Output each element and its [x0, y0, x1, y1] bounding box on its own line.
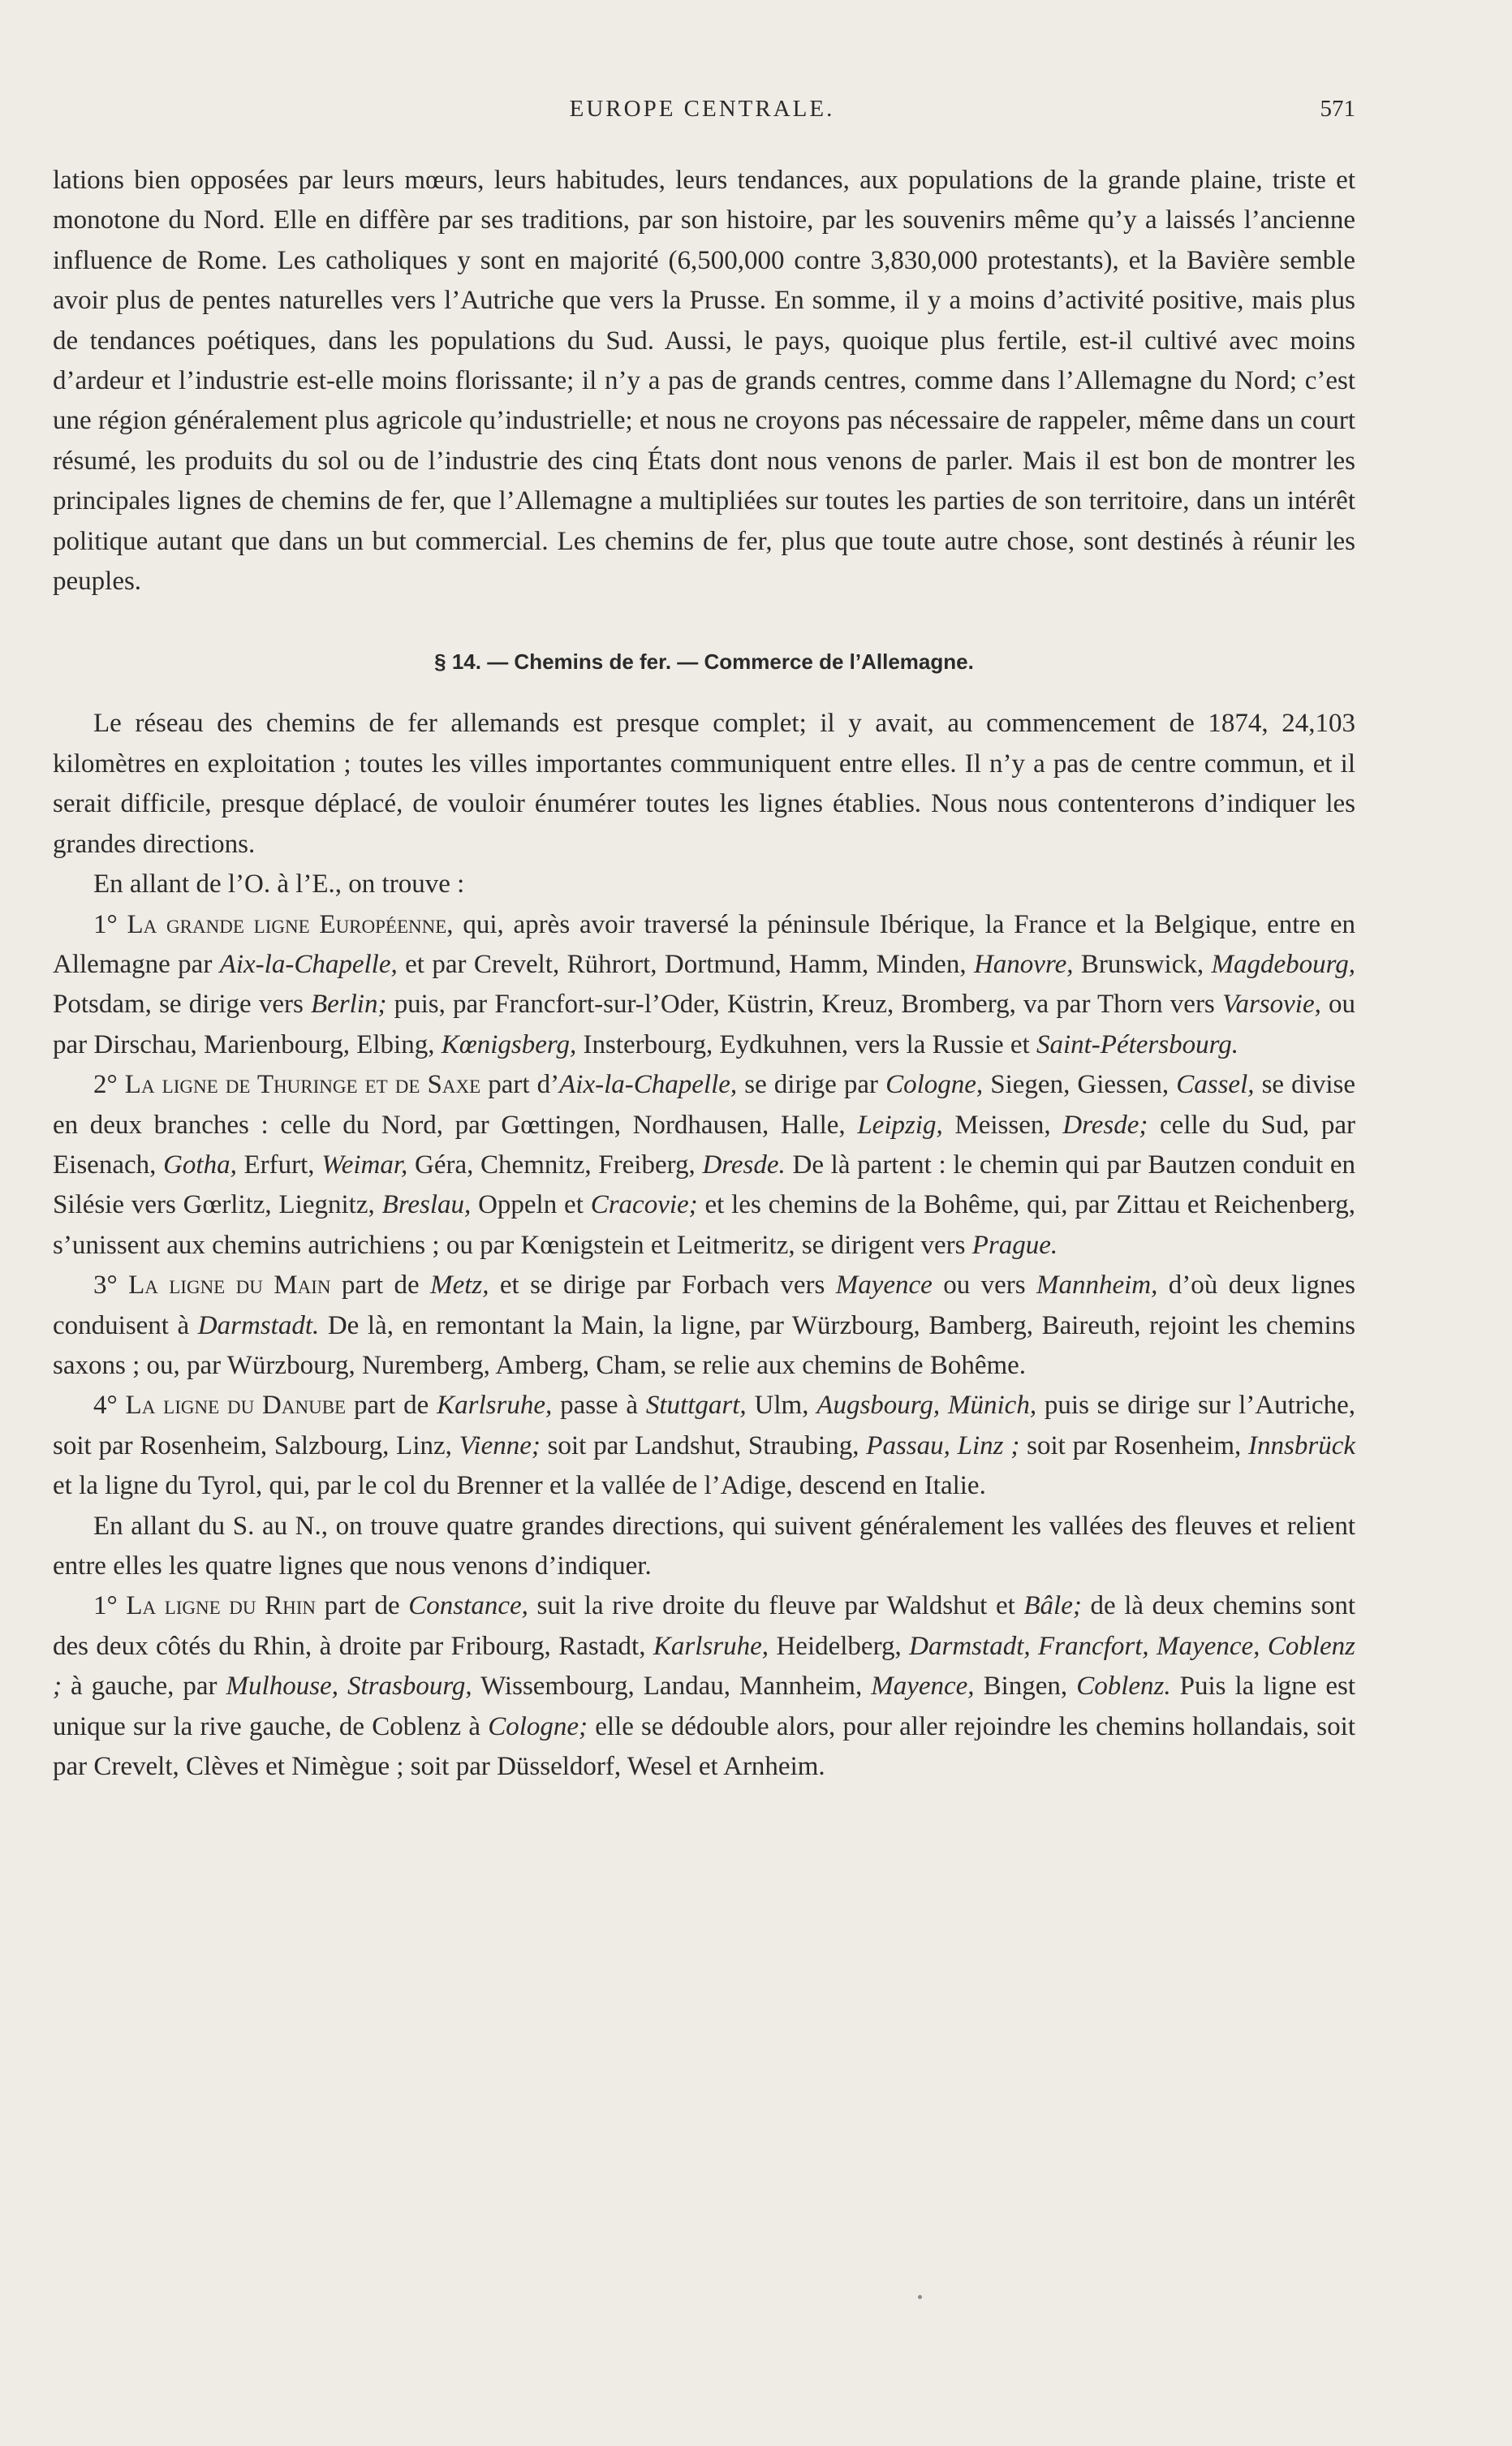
place-name: Gotha, [163, 1150, 237, 1180]
line-text: d’où deux lignes conduisent à [53, 1270, 1356, 1340]
place-name: Stuttgart, [645, 1391, 747, 1421]
line-text: Insterbourg, Eydkuhnen, vers la Russie et [576, 1029, 1036, 1059]
place-name: Vienne; [459, 1430, 541, 1460]
railway-lines-south-north [53, 1586, 1355, 1787]
intro-paragraph: lations bien opposées par leurs mœurs, leurs habitudes, leurs tendances, aux populations de la grande plaine, triste et monotone du Nord. Elle en diffère par ses traditions, par son histoire, par les souvenirs même qu’y a laissés l’ancienne influence de Rome. Les catholiques y sont en majorité (6,500,000 contre 3,830,000 protestants), et la Bavière semble avoir plus de pentes naturelles vers l’Autriche que vers la Prusse. En somme, il y a moins d’activité positive, mais plus de tendances poétiques, dans les populations du Sud. Aussi, le pays, quoique plus fertile, est-il cultivé avec moins d’ardeur et l’industrie est-elle moins florissante; il n’y a pas de grands centres, comme dans l’Allemagne du Nord; c’est une région généralement plus agricole qu’industrielle; et nous ne croyons pas nécessaire de rappeler, même dans un court résumé, les produits du sol ou de l’industrie des cinq États dont nous venons de parler. Mais il est bon de montrer les principales lignes de chemins de fer, que l’Allemagne a multipliées sur toutes les parties de son territoire, dans un intérêt politique autant que dans un but commercial. Les chemins de fer, plus que toute autre chose, sont destinés à réunir les peuples. [53, 166, 1355, 597]
railway-line-paragraph [53, 1266, 1355, 1386]
line-text: se divise en deux branches : celle du Nord, par Gœttingen, Nordhausen, Halle, [53, 1070, 1355, 1140]
line-text: soit par Landshut, Straubing, [540, 1430, 867, 1460]
line-text: puis se dirige sur l’Autriche, soit par Rosenheim, Salzbourg, Linz, [53, 1391, 1355, 1460]
line-text: puis, par Francfort-sur-l’Oder, Küstrin, Kreuz, Bromberg, va par Thorn vers [386, 990, 1222, 1020]
place-name: Metz, [430, 1270, 489, 1301]
place-name: Dresde. [702, 1150, 786, 1180]
line-text: Potsdam, se dirige vers [53, 990, 311, 1020]
railway-line-paragraph [53, 1065, 1355, 1266]
place-name: Aix-la-Chapelle, [219, 949, 398, 979]
line-text: De là, en remontant la Main, la ligne, par Würzbourg, Bamberg, Baireuth, rejoint les chemins saxons ; ou, par Würzbourg, Nuremberg, Amberg, Cham, se relie aux chemins de Bohême. [53, 1310, 1355, 1380]
line-text: Ulm, [746, 1391, 817, 1421]
place-name: Varsovie, [1221, 990, 1321, 1020]
line-text: et la ligne du Tyrol, qui, par le col du Brenner et la vallée de l’Adige, descend en Italie. [53, 1471, 986, 1501]
place-name: Magdebourg, [1211, 949, 1356, 979]
place-name: Constance, [408, 1591, 528, 1621]
line-text: suit la rive droite du fleuve par Waldshut et [528, 1591, 1024, 1621]
line-text: celle du Sud, par Eisenach, [53, 1110, 1355, 1180]
line-text: qui, après avoir traversé la péninsule Ibérique, la France et la Belgique, entre en Allemagne par [53, 909, 1355, 979]
line-title: La ligne du Danube [125, 1391, 347, 1421]
line-text: Heidelberg, [769, 1631, 910, 1661]
line-text: passe à [552, 1391, 646, 1421]
section-heading: § 14. — Chemins de fer. — Commerce de l’Allemagne. [434, 649, 974, 675]
line-text: de là deux chemins sont des deux côtés du Rhin, à droite par Fribourg, Rastadt, [53, 1591, 1356, 1661]
railway-line-paragraph [53, 905, 1355, 1066]
line-number: 4° [93, 1391, 126, 1421]
line-text: Bingen, [974, 1672, 1077, 1702]
line-text: elle se dédouble alors, pour aller rejoindre les chemins hollandais, soit par Crevelt, Clèves et Nimègue ; soit par Düsseldorf, Wesel et Arnheim. [53, 1711, 1355, 1782]
line-title: La ligne du Main [128, 1270, 331, 1301]
line-text: Siegen, Giessen, [983, 1070, 1177, 1100]
line-text: part d’ [480, 1070, 560, 1100]
line-number: 1° [93, 909, 127, 939]
place-name: Bâle; [1023, 1591, 1082, 1621]
place-name: Darmstadt. [197, 1310, 320, 1340]
line-text: part de [346, 1391, 437, 1421]
page-body [53, 161, 1355, 1787]
place-name: Mayence [835, 1270, 933, 1301]
line-text: ou par Dirschau, Marienbourg, Elbing, [53, 990, 1355, 1059]
place-name: Saint-Pétersbourg. [1036, 1029, 1238, 1059]
line-text: part de [316, 1591, 409, 1621]
line-title: La grande ligne Européenne, [127, 909, 454, 939]
place-name: Aix-la-Chapelle, [559, 1070, 738, 1100]
line-text: ou vers [932, 1270, 1036, 1301]
railway-line-paragraph [53, 1386, 1355, 1506]
line-text: De là partent : le chemin qui par Bautzen conduit en Silésie vers Gœrlitz, Liegnitz, [53, 1150, 1356, 1220]
place-name: Breslau, [381, 1190, 472, 1220]
place-name: Weimar, [321, 1150, 408, 1180]
place-name: Hanovre, [973, 949, 1074, 979]
place-name: Berlin; [310, 990, 387, 1020]
line-text: part de [330, 1270, 431, 1301]
line-text: et se dirige par Forbach vers [489, 1270, 836, 1301]
line-text: Oppeln et [471, 1190, 591, 1220]
place-name: Mayence, [871, 1672, 975, 1702]
place-name: Innsbrück [1248, 1430, 1355, 1460]
running-head: EUROPE CENTRALE. [569, 96, 835, 122]
place-name: Kœnigsberg, [441, 1029, 577, 1059]
line-text: soit par Rosenheim, [1019, 1430, 1249, 1460]
line-text: à gauche, par [62, 1672, 226, 1702]
line-text: se dirige par [737, 1070, 886, 1100]
line-text: Brunswick, [1073, 949, 1212, 979]
line-text: Erfurt, [236, 1150, 322, 1180]
place-name: Coblenz. [1076, 1672, 1171, 1702]
line-text: et par Crevelt, Rührort, Dortmund, Hamm, Minden, [397, 949, 974, 979]
place-name: Darmstadt, Francfort, Mayence, Coblenz ; [53, 1631, 1355, 1702]
place-name: Cassel, [1176, 1070, 1255, 1100]
place-name: Mulhouse, Strasbourg, [226, 1672, 472, 1702]
place-name: Mannheim, [1036, 1270, 1158, 1301]
place-name: Cologne; [488, 1711, 588, 1741]
line-text: Géra, Chemnitz, Freiberg, [407, 1150, 703, 1180]
page-header [49, 96, 1355, 128]
place-name: Leipzig, [857, 1110, 943, 1140]
place-name: Augsbourg, Münich, [816, 1391, 1037, 1421]
line-text: Meissen, [942, 1110, 1063, 1140]
railway-line-paragraph [53, 1586, 1355, 1787]
line-text: Wissembourg, Landau, Mannheim, [472, 1672, 872, 1702]
line-number: 1° [93, 1591, 127, 1621]
line-number: 2° [93, 1070, 125, 1100]
railway-lines-west-east [53, 905, 1355, 1507]
section-paragraph-south-north: En allant du S. au N., on trouve quatre grandes directions, qui suivent généralement les vallées des fleuves et relient entre elles les quatre lignes que nous venons d’indiquer. [53, 1511, 1355, 1581]
place-name: Dresde; [1062, 1110, 1148, 1140]
place-name: Prague. [971, 1230, 1058, 1260]
line-number: 3° [93, 1270, 129, 1301]
line-text: et les chemins de la Bohême, qui, par Zittau et Reichenberg, s’unissent aux chemins autrichiens ; ou par Kœnigstein et Leitmeritz, se dirigent vers [53, 1190, 1355, 1260]
place-name: Karlsruhe, [437, 1391, 553, 1421]
page-number: 571 [1320, 96, 1355, 122]
section-paragraph-network: Le réseau des chemins de fer allemands est presque complet; il y avait, au commencement de 1874, 24,103 kilomètres en exploitation ; toutes les villes importantes communiquent entre elles. Il n’y a pas de centre commun, et il serait difficile, presque déplacé, de vouloir énumérer toutes les lignes établies. Nous nous contenterons d’indiquer les grandes directions. [53, 709, 1355, 859]
page-speck [918, 2295, 922, 2299]
place-name: Cracovie; [590, 1190, 698, 1220]
line-title: La ligne du Rhin [126, 1591, 316, 1621]
place-name: Cologne, [885, 1070, 984, 1100]
place-name: Passau, Linz ; [866, 1430, 1020, 1460]
line-title: La ligne de Thuringe et de Saxe [124, 1070, 481, 1100]
place-name: Karlsruhe, [653, 1631, 769, 1661]
section-paragraph-west-east: En allant de l’O. à l’E., on trouve : [93, 869, 465, 899]
line-text: Puis la ligne est unique sur la rive gauche, de Coblenz à [53, 1672, 1356, 1741]
